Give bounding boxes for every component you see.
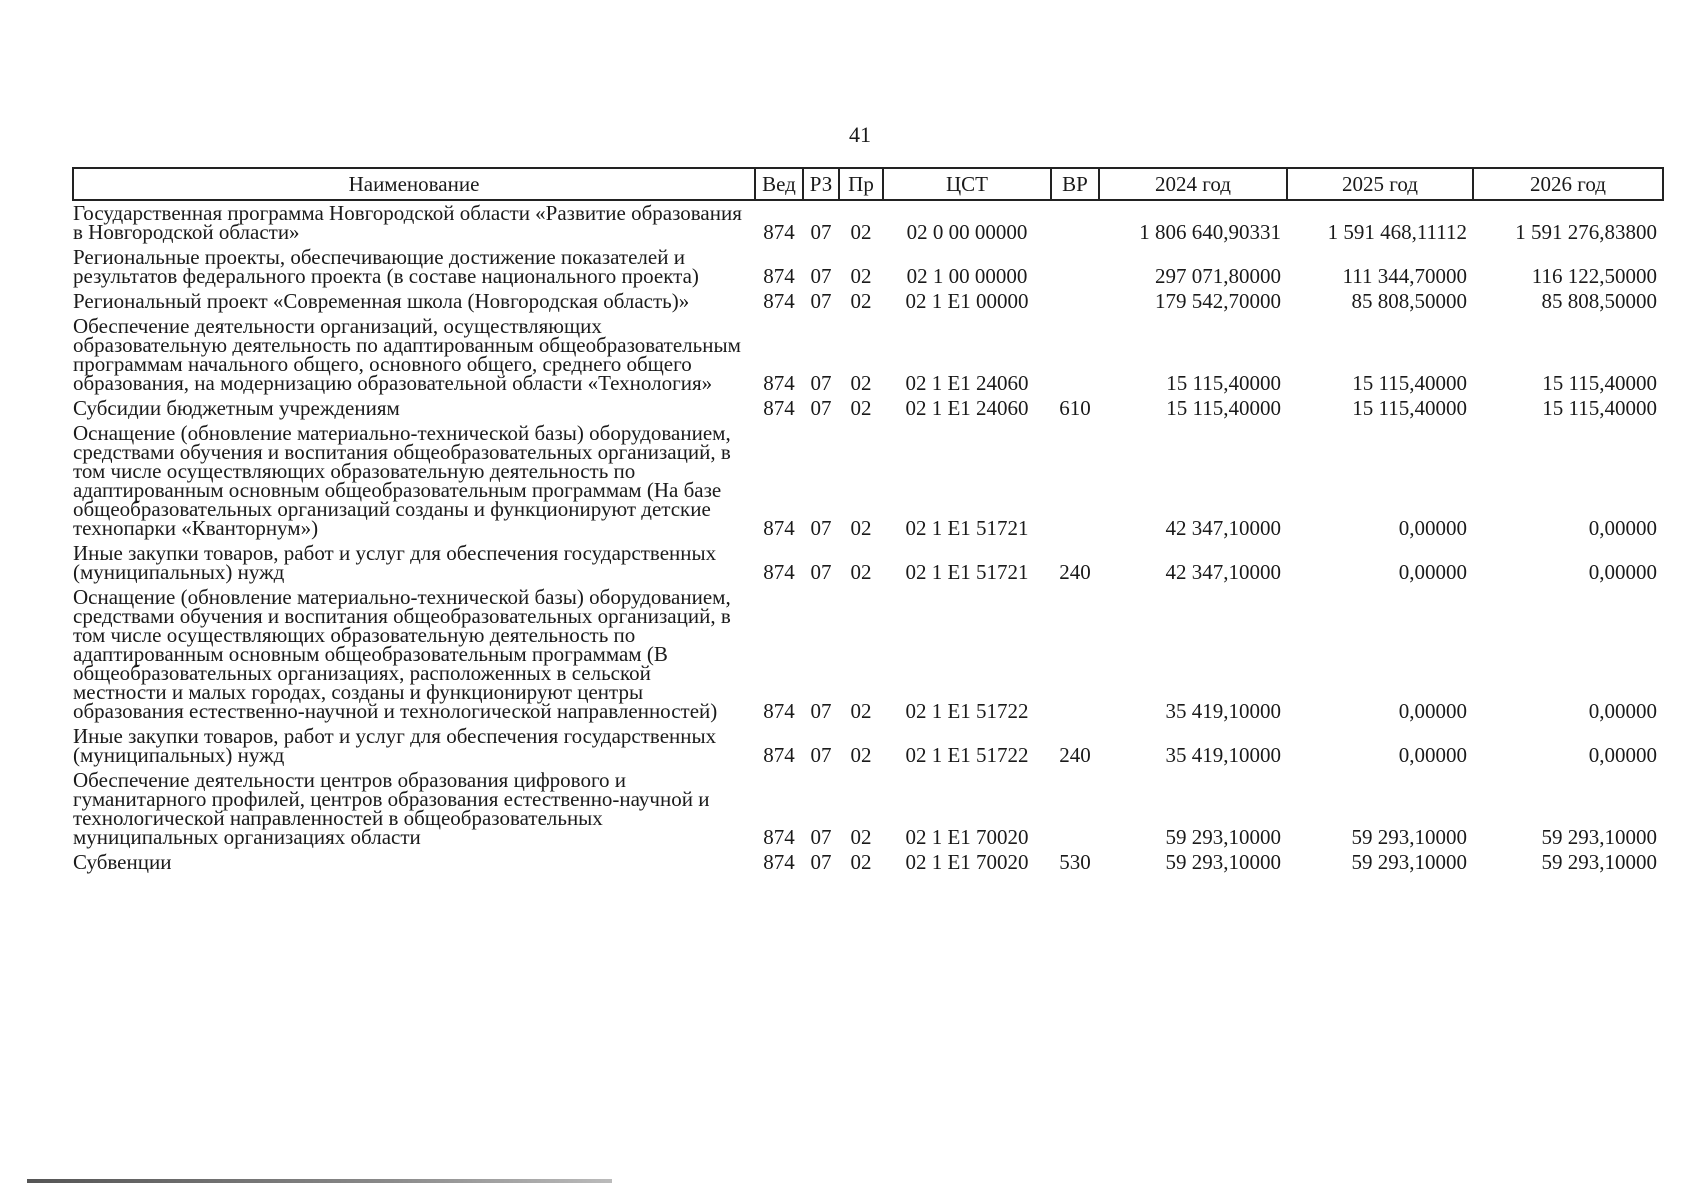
- row-ved: 874: [763, 560, 795, 584]
- row-ved: 874: [763, 264, 795, 288]
- row-ved: 874: [763, 825, 795, 849]
- row-2024: 42 347,10000: [1165, 560, 1281, 584]
- page-number: 41: [849, 122, 871, 147]
- row-cst: 02 1 E1 24060: [905, 371, 1029, 395]
- row-ved: 874: [763, 289, 795, 313]
- row-rz: 07: [810, 699, 832, 723]
- row-pr: 02: [850, 560, 872, 584]
- table-row: [73, 724, 1663, 768]
- row-pr: 02: [850, 699, 872, 723]
- row-name: Государственная программа Новгородской области «Развитие образования в Новгородской области»: [73, 201, 742, 244]
- row-2026: 15 115,40000: [1542, 396, 1657, 420]
- row-vr: [1051, 768, 1099, 850]
- row-vr: [1051, 245, 1099, 289]
- row-2025: 111 344,70000: [1342, 264, 1467, 288]
- row-name: Оснащение (обновление материально-технической базы) оборудованием, средствами обучения и воспитания общеобразовательных организаций, в том числе осуществляющих образовательную деятельность по адаптированным основным общеобразовательным программам (На базе общеобразовательных организаций созданы и функционируют детские технопарки «Кванторнум»): [73, 421, 731, 540]
- row-cst: 02 1 E1 00000: [905, 289, 1029, 313]
- row-2026: 116 122,50000: [1531, 264, 1657, 288]
- row-pr: 02: [850, 289, 872, 313]
- table-row: [73, 768, 1663, 850]
- table-row: [73, 314, 1663, 396]
- row-2026: 59 293,10000: [1541, 825, 1657, 849]
- header-2024: 2024 год: [1099, 168, 1287, 200]
- row-2024: 15 115,40000: [1166, 396, 1281, 420]
- row-cst: 02 1 E1 51721: [905, 516, 1029, 540]
- row-cst: 02 1 E1 51722: [905, 743, 1029, 767]
- row-pr: 02: [850, 396, 872, 420]
- row-2026: 85 808,50000: [1541, 289, 1657, 313]
- row-name: Субсидии бюджетным учреждениям: [73, 396, 400, 420]
- table-row: [73, 396, 1663, 421]
- row-2025: 59 293,10000: [1351, 825, 1467, 849]
- row-2026: 1 591 276,83800: [1515, 220, 1657, 244]
- row-2024: 15 115,40000: [1166, 371, 1281, 395]
- row-2025: 1 591 468,11112: [1327, 220, 1467, 244]
- row-vr: 240: [1059, 743, 1091, 767]
- row-vr: [1051, 289, 1099, 314]
- table-row: [73, 245, 1663, 289]
- row-2024: 1 806 640,90331: [1139, 220, 1281, 244]
- row-rz: 07: [810, 371, 832, 395]
- row-2024: 59 293,10000: [1165, 850, 1281, 874]
- row-2026: 0,00000: [1588, 516, 1657, 540]
- row-vr: [1051, 200, 1099, 245]
- row-ved: 874: [763, 743, 795, 767]
- row-rz: 07: [810, 396, 832, 420]
- row-name: Иные закупки товаров, работ и услуг для обеспечения государственных (муниципальных) нужд: [73, 541, 717, 584]
- row-name: Иные закупки товаров, работ и услуг для обеспечения государственных (муниципальных) нужд: [73, 724, 717, 767]
- row-2025: 0,00000: [1398, 743, 1467, 767]
- row-rz: 07: [810, 289, 832, 313]
- scan-edge-line: [27, 1179, 612, 1183]
- row-2025: 0,00000: [1398, 560, 1467, 584]
- row-pr: 02: [850, 516, 872, 540]
- row-rz: 07: [810, 825, 832, 849]
- row-2026: 0,00000: [1588, 699, 1657, 723]
- row-2024: 35 419,10000: [1165, 699, 1281, 723]
- row-vr: [1051, 421, 1099, 541]
- table-header: [73, 168, 1663, 200]
- table-row: [73, 289, 1663, 314]
- header-2025: 2025 год: [1287, 168, 1473, 200]
- row-name: Региональный проект «Современная школа (Новгородская область)»: [73, 289, 690, 313]
- row-2025: 85 808,50000: [1351, 289, 1467, 313]
- row-ved: 874: [763, 396, 795, 420]
- row-vr: [1051, 585, 1099, 724]
- header-2026: 2026 год: [1473, 168, 1663, 200]
- row-rz: 07: [810, 560, 832, 584]
- row-pr: 02: [850, 825, 872, 849]
- row-rz: 07: [810, 264, 832, 288]
- row-pr: 02: [850, 850, 872, 874]
- row-cst: 02 1 E1 70020: [905, 850, 1029, 874]
- header-cst: ЦСТ: [883, 168, 1051, 200]
- header-rz: РЗ: [803, 168, 839, 200]
- row-ved: 874: [763, 516, 795, 540]
- row-ved: 874: [763, 850, 795, 874]
- row-vr: [1051, 314, 1099, 396]
- row-cst: 02 0 00 00000: [906, 220, 1028, 244]
- row-name: Обеспечение деятельности организаций, осуществляющих образовательную деятельность по адаптированным общеобразовательным программам начального общего, основного общего, среднего общего образования, на модернизацию образовательной области «Технология»: [73, 314, 741, 395]
- row-name: Обеспечение деятельности центров образования цифрового и гуманитарного профилей, центров образования естественно-научной и технологической направленностей в общеобразовательных муниципальных организациях области: [73, 768, 710, 849]
- row-cst: 02 1 E1 70020: [905, 825, 1029, 849]
- row-rz: 07: [810, 220, 832, 244]
- row-pr: 02: [850, 743, 872, 767]
- row-cst: 02 1 E1 51722: [905, 699, 1029, 723]
- row-pr: 02: [850, 264, 872, 288]
- row-cst: 02 1 E1 51721: [905, 560, 1029, 584]
- table-body: [73, 200, 1663, 875]
- row-vr: 240: [1059, 560, 1091, 584]
- row-name: Оснащение (обновление материально-технической базы) оборудованием, средствами обучения и воспитания общеобразовательных организаций, в том числе осуществляющих образовательную деятельность по адаптированным основным общеобразовательным программам (В общеобразовательных организациях, расположенных в сельской местности и малых городах, созданы и функционируют центры образования естественно-научной и технологической направленностей): [73, 585, 731, 723]
- row-2024: 42 347,10000: [1165, 516, 1281, 540]
- row-2026: 59 293,10000: [1541, 850, 1657, 874]
- header-vr: ВР: [1051, 168, 1099, 200]
- row-2026: 0,00000: [1588, 560, 1657, 584]
- header-pr: Пр: [839, 168, 883, 200]
- row-2024: 179 542,70000: [1155, 289, 1281, 313]
- row-rz: 07: [810, 516, 832, 540]
- row-2025: 15 115,40000: [1352, 371, 1467, 395]
- row-pr: 02: [850, 371, 872, 395]
- row-cst: 02 1 E1 24060: [905, 396, 1029, 420]
- row-2026: 15 115,40000: [1542, 371, 1657, 395]
- row-2024: 297 071,80000: [1155, 264, 1281, 288]
- row-ved: 874: [763, 371, 795, 395]
- header-name: Наименование: [73, 168, 755, 200]
- row-name: Субвенции: [73, 850, 172, 874]
- row-rz: 07: [810, 850, 832, 874]
- row-vr: 530: [1059, 850, 1091, 874]
- row-2025: 59 293,10000: [1351, 850, 1467, 874]
- row-2025: 0,00000: [1398, 699, 1467, 723]
- row-ved: 874: [763, 220, 795, 244]
- table-row: [73, 585, 1663, 724]
- row-2025: 0,00000: [1398, 516, 1467, 540]
- row-2026: 0,00000: [1588, 743, 1657, 767]
- row-rz: 07: [810, 743, 832, 767]
- row-2024: 35 419,10000: [1165, 743, 1281, 767]
- table-row: [73, 850, 1663, 875]
- budget-table: [72, 167, 1664, 875]
- row-cst: 02 1 00 00000: [906, 264, 1028, 288]
- table-row: [73, 541, 1663, 585]
- row-2024: 59 293,10000: [1165, 825, 1281, 849]
- row-ved: 874: [763, 699, 795, 723]
- table-row: [73, 200, 1663, 245]
- header-ved: Вед: [755, 168, 803, 200]
- table-row: [73, 421, 1663, 541]
- row-pr: 02: [850, 220, 872, 244]
- row-2025: 15 115,40000: [1352, 396, 1467, 420]
- row-name: Региональные проекты, обеспечивающие достижение показателей и результатов федерального проекта (в составе национального проекта): [73, 245, 699, 288]
- row-vr: 610: [1059, 396, 1091, 420]
